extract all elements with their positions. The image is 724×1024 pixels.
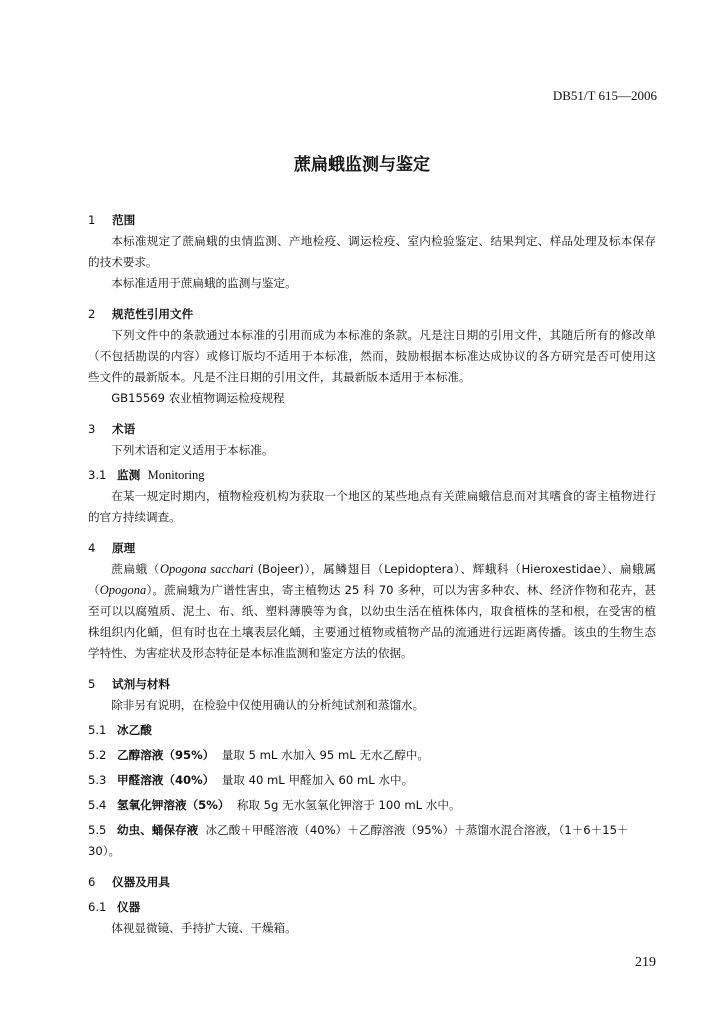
item-number: 5.3 (88, 773, 107, 787)
reagent-item (88, 745, 656, 766)
subsection-title: 仪器 (117, 900, 141, 914)
section-3-heading (88, 419, 656, 440)
species-name: Opogona sacchari (159, 562, 254, 576)
principle-paragraph (88, 559, 656, 664)
section-title: 原理 (112, 541, 136, 555)
section-2-heading (88, 304, 656, 325)
section-4-heading (88, 538, 656, 559)
section-number: 2 (88, 307, 96, 321)
principle-text-1: 蔗扁蛾（ (111, 562, 160, 576)
section-number: 6 (88, 875, 96, 889)
reagent-item (88, 820, 656, 862)
item-text: 冰乙酸＋甲醛溶液（40%）＋乙醇溶液（95%）＋蒸馏水混合溶液，（1＋6＋15＋30）。 (88, 823, 629, 858)
subsection-6-1-heading (88, 897, 656, 918)
reagent-item (88, 770, 656, 791)
subsection-number: 6.1 (88, 900, 107, 914)
section-number: 5 (88, 677, 96, 691)
reagent-item (88, 720, 656, 741)
genus-name: Opogona (99, 583, 147, 597)
item-text: 量取 5 mL 水加入 95 mL 无水乙醇中。 (221, 748, 429, 762)
item-number: 5.4 (88, 798, 107, 812)
item-label: 甲醛溶液（40%） (117, 773, 215, 787)
section-number: 1 (88, 213, 96, 227)
scope-paragraph-1: 本标准规定了蔗扁蛾的虫情监测、产地检疫、调运检疫、室内检验鉴定、结果判定、样品处理及标本保存的技术要求。 (88, 234, 656, 269)
section-number: 3 (88, 422, 96, 436)
item-label: 乙醇溶液（95%） (117, 748, 215, 762)
section-title: 仪器及用具 (112, 875, 170, 889)
section-title: 试剂与材料 (112, 677, 170, 691)
term-definition: 在某一规定时期内，植物检疫机构为获取一个地区的某些地点有关蔗扁蛾信息而对其嗜食的寄主植物进行的官方持续调查。 (88, 489, 656, 524)
terms-paragraph: 下列术语和定义适用于本标准。 (111, 443, 274, 457)
section-number: 4 (88, 541, 96, 555)
term-chinese: 监测 (117, 468, 141, 482)
term-3-1-heading (88, 465, 656, 486)
instruments-paragraph: 体视显微镜、手持扩大镜、干燥箱。 (111, 921, 297, 935)
scope-paragraph-2: 本标准适用于蔗扁蛾的监测与鉴定。 (111, 276, 297, 290)
item-text: 量取 40 mL 甲醛加入 60 mL 水中。 (221, 773, 414, 787)
document-title: 蔗扁蛾监测与鉴定 (294, 155, 430, 175)
item-number: 5.5 (88, 823, 107, 837)
references-paragraph: 下列文件中的条款通过本标准的引用而成为本标准的条款。凡是注日期的引用文件，其随后所有的修改单（不包括勘误的内容）或修订版均不适用于本标准，然而，鼓励根据本标准达成协议的各方研究是否可使用这些文件的最新版本。凡是不注日期的引用文件，其最新版本适用于本标准。 (88, 328, 656, 384)
document-body (88, 210, 656, 939)
item-label: 氢氧化钾溶液（5%） (117, 798, 230, 812)
standard-code: DB51/T 615—2006 (552, 88, 657, 103)
section-title: 范围 (112, 213, 136, 227)
section-5-heading (88, 674, 656, 695)
section-title: 规范性引用文件 (112, 307, 194, 321)
reference-item: GB15569 农业植物调运检疫规程 (111, 391, 285, 405)
reagent-item (88, 795, 656, 816)
item-label: 冰乙酸 (117, 723, 152, 737)
item-number: 5.2 (88, 748, 107, 762)
section-6-heading (88, 872, 656, 893)
item-number: 5.1 (88, 723, 107, 737)
principle-text-3: ）。蔗扁蛾为广谱性害虫，寄主植物达 25 科 70 多种，可以为害多种农、林、经济作物和花卉，甚至可以以腐殖质、泥土、布、纸、塑料薄膜等为食，以幼虫生活在植株体内，取食植株的茎和根，在受害的植株组织内化蛹，但有时也在土壤表层化蛹，主要通过植物或植物产品的流通进行远距离传播。该虫的生物生态学特性、为害症状及形态特征是本标准监测和鉴定方法的依据。 (88, 583, 656, 660)
page-number: 219 (635, 955, 656, 970)
subsection-number: 3.1 (88, 468, 107, 482)
item-text: 称取 5g 无水氢氧化钾溶于 100 mL 水中。 (236, 798, 461, 812)
term-english: Monitoring (147, 468, 205, 482)
reagents-paragraph: 除非另有说明，在检验中仅使用确认的分析纯试剂和蒸馏水。 (111, 698, 425, 712)
item-label: 幼虫、蛹保存液 (117, 823, 199, 837)
section-1-heading (88, 210, 656, 231)
principle-text-2: (Bojeer)），属鳞翅目（Lepidoptera）、辉蛾科（Hieroxestidae）、扁蛾属（ (88, 562, 656, 597)
section-title: 术语 (112, 422, 136, 436)
